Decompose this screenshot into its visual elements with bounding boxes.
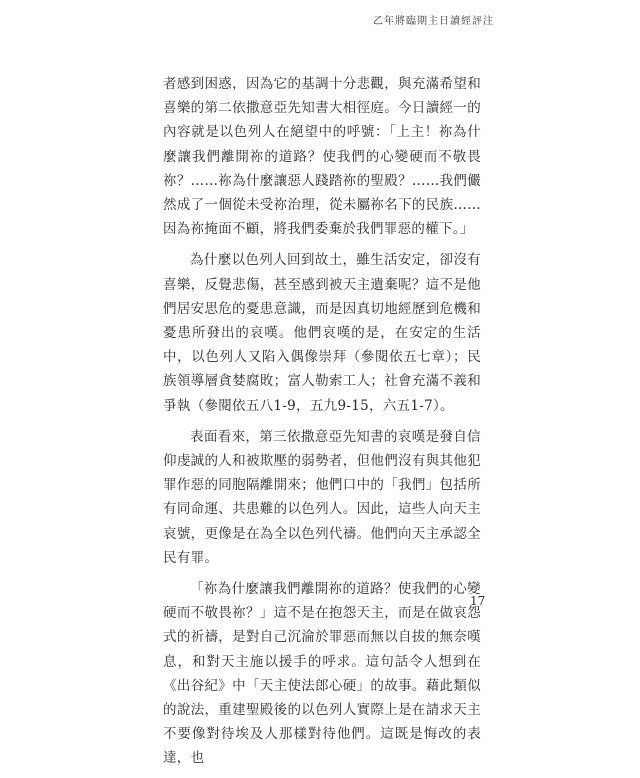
paragraph-2: 為什麼以色列人回到故土，雖生活安定，卻沒有喜樂，反覺悲傷，甚至感到被天主遺棄呢？這不是他們居安思危的憂患意識，而是因真切地經歷到危機和憂患所發出的哀嘆。他們哀嘆的是，在安定的生活中，以色列人又陷入偶像崇拜（參閱依五七章）；民族領導層貪婪腐敗；富人勒索工人；社會充滿不義和爭執（參閱依五八1-9，五九9-15，六五1-7）。 <box>163 252 481 414</box>
page-body <box>163 72 481 778</box>
paragraph-3: 表面看來，第三依撒意亞先知書的哀嘆是發自信仰虔誠的人和被欺壓的弱勢者，但他們沒有與其他犯罪作惡的同胞隔離開來；他們口中的「我們」包括所有同命運、共患難的以色列人。因此，這些人向天主哀號，更像是在為全以色列代禱。他們向天主承認全民有罪。 <box>163 428 481 566</box>
page-number: 17 <box>470 594 486 608</box>
running-header: 乙年將臨期主日讀經評注 <box>373 16 494 27</box>
paragraph-4: 「祢為什麼讓我們離開祢的道路？使我們的心變硬而不敬畏祢？」這不是在抱怨天主，而是在做哀怨式的祈禱，是對自己沉淪於罪惡而無以自拔的無奈嘆息，和對天主施以援手的呼求。這句話令人想到在《出谷紀》中「天主使法郎心硬」的故事。藉此類似的說法，重建聖殿後的以色列人實際上是在請求天主不要像對待埃及人那樣對待他們。這既是悔改的表達，也 <box>163 581 481 767</box>
paragraph-1: 者感到困惑，因為它的基調十分悲觀，與充滿希望和喜樂的第二依撒意亞先知書大相徑庭。今日讀經一的內容就是以色列人在絕望中的呼號：「上主！祢為什麼讓我們離開祢的道路？使我們的心變硬而不敬畏祢？……祢為什麼讓惡人踐踏祢的聖殿？……我們儼然成了一個從未受祢治理，從未屬祢名下的民族……因為祢掩面不顧，將我們委棄於我們罪惡的權下。」 <box>163 76 481 238</box>
